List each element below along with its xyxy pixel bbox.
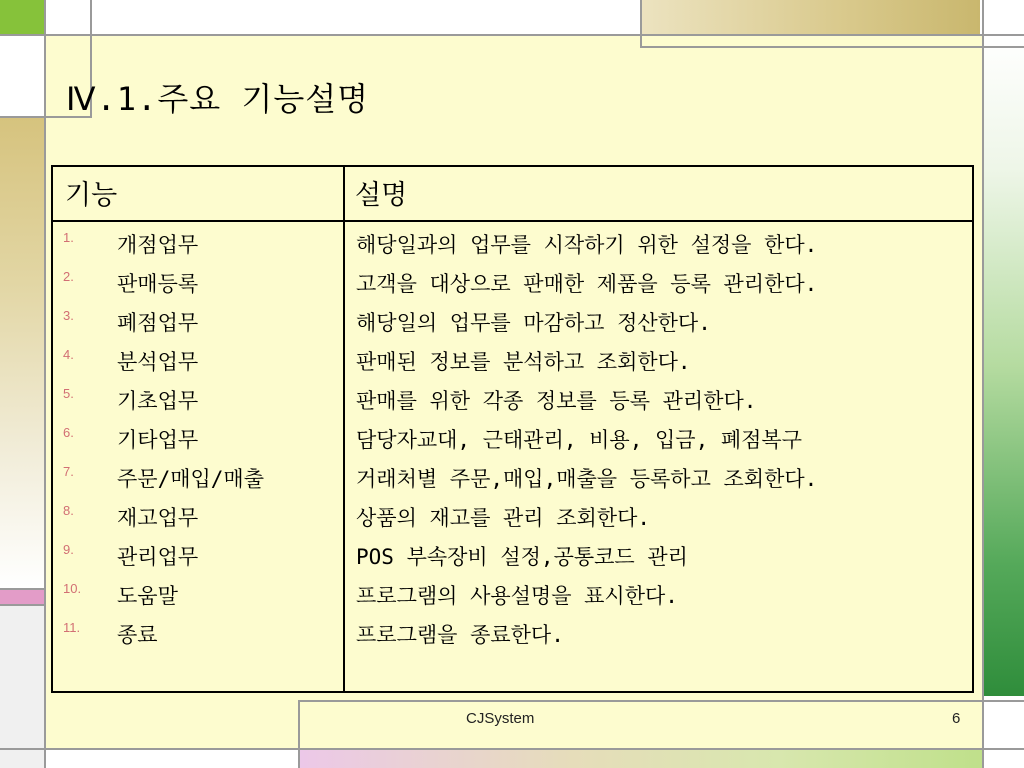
row-number: 2. — [63, 269, 74, 284]
frame-line — [640, 46, 1024, 48]
table-row — [53, 541, 972, 580]
description-cell: 해당일의 업무를 마감하고 정산한다. — [356, 311, 711, 335]
frame-line — [0, 34, 1024, 36]
table-row — [53, 580, 972, 619]
row-number: 11. — [63, 620, 81, 635]
row-number: 1. — [63, 230, 74, 245]
function-cell: 관리업무 — [117, 545, 199, 569]
frame-line — [0, 588, 46, 590]
table-body — [53, 229, 972, 658]
function-cell: 기타업무 — [117, 428, 199, 452]
description-cell: 판매된 정보를 분석하고 조회한다. — [356, 350, 691, 374]
row-number: 3. — [63, 308, 74, 323]
frame-line — [640, 0, 642, 48]
bottom-left-block — [44, 752, 300, 768]
frame-line — [0, 748, 1024, 750]
function-cell: 재고업무 — [117, 506, 199, 530]
function-cell: 폐점업무 — [117, 311, 199, 335]
description-cell: 판매를 위한 각종 정보를 등록 관리한다. — [356, 389, 757, 413]
table-row — [53, 619, 972, 658]
function-cell: 기초업무 — [117, 389, 199, 413]
table-row — [53, 307, 972, 346]
row-number: 4. — [63, 347, 74, 362]
bottom-gradient-strip — [300, 750, 984, 768]
row-number: 7. — [63, 464, 74, 479]
table-row — [53, 385, 972, 424]
row-number: 8. — [63, 503, 74, 518]
table-row — [53, 502, 972, 541]
description-cell: 담당자교대, 근태관리, 비용, 입금, 폐점복구 — [356, 428, 803, 452]
tan-left-block — [0, 118, 44, 588]
function-cell: 주문/매입/매출 — [117, 467, 265, 491]
grey-left-block — [0, 604, 44, 768]
description-cell: POS 부속장비 설정,공통코드 관리 — [356, 545, 688, 569]
description-cell: 해당일과의 업무를 시작하기 위한 설정을 한다. — [356, 233, 818, 257]
row-number: 10. — [63, 581, 82, 596]
description-cell: 프로그램의 사용설명을 표시한다. — [356, 584, 678, 608]
description-cell: 거래처별 주문,매입,매출을 등록하고 조회한다. — [356, 467, 818, 491]
frame-line — [298, 700, 300, 768]
description-cell: 상품의 재고를 관리 조회한다. — [356, 506, 651, 530]
table-row — [53, 424, 972, 463]
frame-line — [298, 700, 1024, 702]
frame-line — [0, 604, 46, 606]
function-cell: 개점업무 — [117, 233, 199, 257]
description-cell: 프로그램을 종료한다. — [356, 623, 564, 647]
description-cell: 고객을 대상으로 판매한 제품을 등록 관리한다. — [356, 272, 818, 296]
green-corner-block — [0, 0, 44, 34]
pink-left-stripe — [0, 590, 44, 604]
table-row — [53, 229, 972, 268]
function-cell: 도움말 — [117, 584, 178, 608]
row-number: 6. — [63, 425, 74, 440]
footer-company: CJSystem — [466, 710, 535, 727]
green-right-block — [984, 36, 1024, 696]
table-row — [53, 268, 972, 307]
header-description: 설명 — [355, 180, 408, 211]
table-row — [53, 463, 972, 502]
row-number: 5. — [63, 386, 74, 401]
table-header-row — [53, 167, 972, 222]
header-function: 기능 — [65, 180, 118, 211]
row-number: 9. — [63, 542, 74, 557]
tan-top-block — [640, 0, 980, 34]
function-cell: 분석업무 — [117, 350, 199, 374]
function-cell: 종료 — [117, 623, 158, 647]
slide-title: Ⅳ.1.주요 기능설명 — [66, 80, 370, 118]
page-number: 6 — [952, 710, 961, 727]
frame-line — [982, 0, 984, 768]
table-row — [53, 346, 972, 385]
function-table — [51, 165, 974, 693]
function-cell: 판매등록 — [117, 272, 199, 296]
